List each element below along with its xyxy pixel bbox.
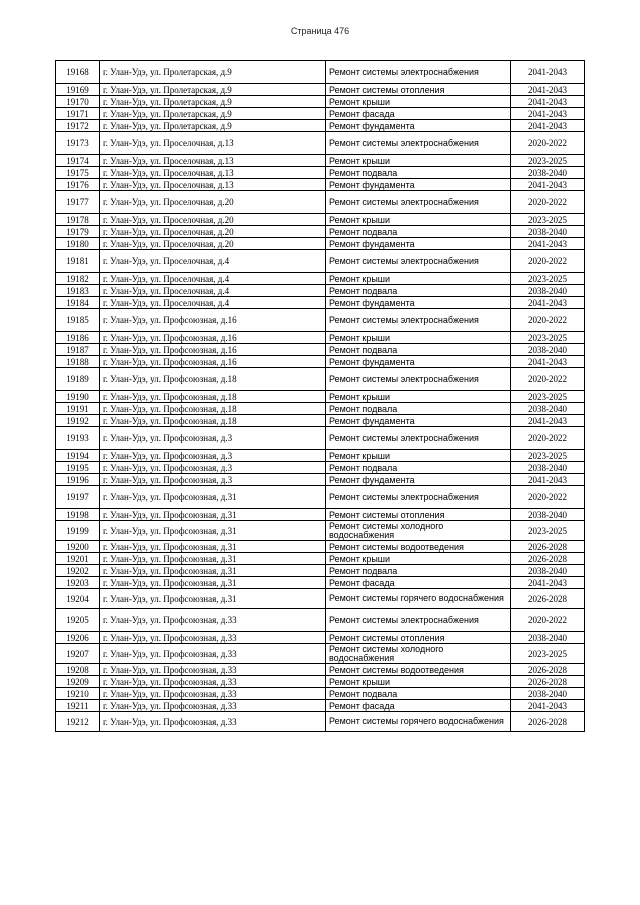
period-cell: 2020-2022 xyxy=(511,486,585,509)
address-cell: г. Улан-Удэ, ул. Профсоюзная, д.16 xyxy=(100,309,326,332)
period-cell: 2041-2043 xyxy=(511,61,585,84)
period-cell: 2041-2043 xyxy=(511,700,585,712)
address-cell: г. Улан-Удэ, ул. Профсоюзная, д.31 xyxy=(100,589,326,609)
table-row xyxy=(56,450,585,462)
table-row xyxy=(56,285,585,297)
row-number-cell: 19176 xyxy=(56,179,100,191)
table-row xyxy=(56,589,585,609)
period-cell: 2041-2043 xyxy=(511,577,585,589)
period-cell: 2038-2040 xyxy=(511,462,585,474)
work-type-cell: Ремонт подвала xyxy=(326,403,511,415)
address-cell: г. Улан-Удэ, ул. Профсоюзная, д.16 xyxy=(100,356,326,368)
period-cell: 2041-2043 xyxy=(511,179,585,191)
work-type-cell: Ремонт крыши xyxy=(326,553,511,565)
work-type-cell: Ремонт фасада xyxy=(326,700,511,712)
table-row xyxy=(56,541,585,553)
address-cell: г. Улан-Удэ, ул. Пролетарская, д.9 xyxy=(100,108,326,120)
address-cell: г. Улан-Удэ, ул. Профсоюзная, д.31 xyxy=(100,553,326,565)
address-cell: г. Улан-Удэ, ул. Профсоюзная, д.16 xyxy=(100,344,326,356)
table-row xyxy=(56,427,585,450)
row-number-cell: 19183 xyxy=(56,285,100,297)
period-cell: 2026-2028 xyxy=(511,664,585,676)
table-row xyxy=(56,179,585,191)
address-cell: г. Улан-Удэ, ул. Проселочная, д.4 xyxy=(100,250,326,273)
row-number-cell: 19171 xyxy=(56,108,100,120)
row-number-cell: 19186 xyxy=(56,332,100,344)
address-cell: г. Улан-Удэ, ул. Профсоюзная, д.33 xyxy=(100,664,326,676)
address-cell: г. Улан-Удэ, ул. Профсоюзная, д.33 xyxy=(100,644,326,664)
repair-schedule-table xyxy=(55,60,585,732)
period-cell: 2026-2028 xyxy=(511,589,585,609)
row-number-cell: 19200 xyxy=(56,541,100,553)
address-cell: г. Улан-Удэ, ул. Проселочная, д.20 xyxy=(100,238,326,250)
table-row xyxy=(56,238,585,250)
table-row xyxy=(56,84,585,96)
work-type-cell: Ремонт фундамента xyxy=(326,356,511,368)
address-cell: г. Улан-Удэ, ул. Профсоюзная, д.16 xyxy=(100,332,326,344)
work-type-cell: Ремонт системы водоотведения xyxy=(326,541,511,553)
table-row xyxy=(56,273,585,285)
period-cell: 2023-2025 xyxy=(511,155,585,167)
address-cell: г. Улан-Удэ, ул. Проселочная, д.13 xyxy=(100,132,326,155)
row-number-cell: 19191 xyxy=(56,403,100,415)
row-number-cell: 19182 xyxy=(56,273,100,285)
row-number-cell: 19180 xyxy=(56,238,100,250)
period-cell: 2023-2025 xyxy=(511,332,585,344)
table-row xyxy=(56,61,585,84)
period-cell: 2020-2022 xyxy=(511,368,585,391)
table-row xyxy=(56,108,585,120)
table-row xyxy=(56,332,585,344)
period-cell: 2038-2040 xyxy=(511,509,585,521)
address-cell: г. Улан-Удэ, ул. Профсоюзная, д.33 xyxy=(100,632,326,644)
address-cell: г. Улан-Удэ, ул. Проселочная, д.13 xyxy=(100,179,326,191)
row-number-cell: 19199 xyxy=(56,521,100,541)
address-cell: г. Улан-Удэ, ул. Профсоюзная, д.31 xyxy=(100,577,326,589)
period-cell: 2038-2040 xyxy=(511,632,585,644)
table-row xyxy=(56,344,585,356)
work-type-cell: Ремонт фундамента xyxy=(326,238,511,250)
address-cell: г. Улан-Удэ, ул. Пролетарская, д.9 xyxy=(100,96,326,108)
address-cell: г. Улан-Удэ, ул. Проселочная, д.20 xyxy=(100,191,326,214)
work-type-cell: Ремонт крыши xyxy=(326,96,511,108)
work-type-cell: Ремонт системы электроснабжения xyxy=(326,132,511,155)
work-type-cell: Ремонт системы электроснабжения xyxy=(326,368,511,391)
work-type-cell: Ремонт системы отопления xyxy=(326,509,511,521)
work-type-cell: Ремонт системы водоотведения xyxy=(326,664,511,676)
period-cell: 2020-2022 xyxy=(511,309,585,332)
table-row xyxy=(56,521,585,541)
table-row xyxy=(56,474,585,486)
table-row xyxy=(56,577,585,589)
address-cell: г. Улан-Удэ, ул. Пролетарская, д.9 xyxy=(100,84,326,96)
work-type-cell: Ремонт крыши xyxy=(326,450,511,462)
period-cell: 2020-2022 xyxy=(511,132,585,155)
work-type-cell: Ремонт крыши xyxy=(326,155,511,167)
row-number-cell: 19178 xyxy=(56,214,100,226)
row-number-cell: 19203 xyxy=(56,577,100,589)
table-row xyxy=(56,462,585,474)
row-number-cell: 19205 xyxy=(56,609,100,632)
table-row xyxy=(56,120,585,132)
address-cell: г. Улан-Удэ, ул. Профсоюзная, д.3 xyxy=(100,474,326,486)
address-cell: г. Улан-Удэ, ул. Профсоюзная, д.33 xyxy=(100,700,326,712)
work-type-cell: Ремонт крыши xyxy=(326,273,511,285)
work-type-cell: Ремонт фундамента xyxy=(326,179,511,191)
work-type-cell: Ремонт подвала xyxy=(326,344,511,356)
address-cell: г. Улан-Удэ, ул. Профсоюзная, д.18 xyxy=(100,415,326,427)
row-number-cell: 19211 xyxy=(56,700,100,712)
work-type-cell: Ремонт подвала xyxy=(326,285,511,297)
table-row xyxy=(56,391,585,403)
address-cell: г. Улан-Удэ, ул. Проселочная, д.4 xyxy=(100,297,326,309)
address-cell: г. Улан-Удэ, ул. Проселочная, д.13 xyxy=(100,155,326,167)
work-type-cell: Ремонт системы электроснабжения xyxy=(326,609,511,632)
work-type-cell: Ремонт фасада xyxy=(326,577,511,589)
table-row xyxy=(56,96,585,108)
period-cell: 2020-2022 xyxy=(511,609,585,632)
work-type-cell: Ремонт системы электроснабжения xyxy=(326,250,511,273)
work-type-cell: Ремонт фундамента xyxy=(326,120,511,132)
work-type-cell: Ремонт системы электроснабжения xyxy=(326,191,511,214)
address-cell: г. Улан-Удэ, ул. Профсоюзная, д.18 xyxy=(100,368,326,391)
address-cell: г. Улан-Удэ, ул. Профсоюзная, д.33 xyxy=(100,688,326,700)
row-number-cell: 19208 xyxy=(56,664,100,676)
address-cell: г. Улан-Удэ, ул. Профсоюзная, д.31 xyxy=(100,486,326,509)
period-cell: 2023-2025 xyxy=(511,214,585,226)
address-cell: г. Улан-Удэ, ул. Проселочная, д.20 xyxy=(100,214,326,226)
table-row xyxy=(56,356,585,368)
period-cell: 2023-2025 xyxy=(511,521,585,541)
address-cell: г. Улан-Удэ, ул. Профсоюзная, д.31 xyxy=(100,541,326,553)
table-row xyxy=(56,214,585,226)
work-type-cell: Ремонт фундамента xyxy=(326,415,511,427)
table-row xyxy=(56,155,585,167)
period-cell: 2041-2043 xyxy=(511,108,585,120)
table-row xyxy=(56,226,585,238)
row-number-cell: 19168 xyxy=(56,61,100,84)
work-type-cell: Ремонт системы отопления xyxy=(326,84,511,96)
period-cell: 2038-2040 xyxy=(511,285,585,297)
period-cell: 2026-2028 xyxy=(511,553,585,565)
address-cell: г. Улан-Удэ, ул. Проселочная, д.4 xyxy=(100,285,326,297)
address-cell: г. Улан-Удэ, ул. Проселочная, д.20 xyxy=(100,226,326,238)
address-cell: г. Улан-Удэ, ул. Профсоюзная, д.33 xyxy=(100,712,326,732)
address-cell: г. Улан-Удэ, ул. Профсоюзная, д.33 xyxy=(100,609,326,632)
row-number-cell: 19198 xyxy=(56,509,100,521)
address-cell: г. Улан-Удэ, ул. Профсоюзная, д.31 xyxy=(100,565,326,577)
table-row xyxy=(56,676,585,688)
period-cell: 2023-2025 xyxy=(511,644,585,664)
work-type-cell: Ремонт подвала xyxy=(326,462,511,474)
row-number-cell: 19184 xyxy=(56,297,100,309)
work-type-cell: Ремонт системы электроснабжения xyxy=(326,309,511,332)
period-cell: 2026-2028 xyxy=(511,676,585,688)
work-type-cell: Ремонт фундамента xyxy=(326,297,511,309)
table-row xyxy=(56,486,585,509)
work-type-cell: Ремонт крыши xyxy=(326,332,511,344)
row-number-cell: 19204 xyxy=(56,589,100,609)
row-number-cell: 19188 xyxy=(56,356,100,368)
row-number-cell: 19209 xyxy=(56,676,100,688)
period-cell: 2023-2025 xyxy=(511,450,585,462)
table-row xyxy=(56,297,585,309)
period-cell: 2041-2043 xyxy=(511,415,585,427)
table-row xyxy=(56,191,585,214)
work-type-cell: Ремонт подвала xyxy=(326,688,511,700)
work-type-cell: Ремонт крыши xyxy=(326,391,511,403)
period-cell: 2041-2043 xyxy=(511,474,585,486)
address-cell: г. Улан-Удэ, ул. Профсоюзная, д.3 xyxy=(100,450,326,462)
address-cell: г. Улан-Удэ, ул. Профсоюзная, д.18 xyxy=(100,391,326,403)
work-type-cell: Ремонт системы холодного водоснабжения xyxy=(326,521,511,541)
row-number-cell: 19181 xyxy=(56,250,100,273)
period-cell: 2023-2025 xyxy=(511,391,585,403)
table-row xyxy=(56,712,585,732)
work-type-cell: Ремонт подвала xyxy=(326,167,511,179)
work-type-cell: Ремонт системы отопления xyxy=(326,632,511,644)
row-number-cell: 19175 xyxy=(56,167,100,179)
table-row xyxy=(56,309,585,332)
row-number-cell: 19179 xyxy=(56,226,100,238)
row-number-cell: 19189 xyxy=(56,368,100,391)
period-cell: 2041-2043 xyxy=(511,297,585,309)
work-type-cell: Ремонт фасада xyxy=(326,108,511,120)
work-type-cell: Ремонт системы холодного водоснабжения xyxy=(326,644,511,664)
work-type-cell: Ремонт подвала xyxy=(326,226,511,238)
work-type-cell: Ремонт системы электроснабжения xyxy=(326,61,511,84)
work-type-cell: Ремонт крыши xyxy=(326,214,511,226)
table-row xyxy=(56,553,585,565)
row-number-cell: 19173 xyxy=(56,132,100,155)
address-cell: г. Улан-Удэ, ул. Проселочная, д.13 xyxy=(100,167,326,179)
row-number-cell: 19210 xyxy=(56,688,100,700)
period-cell: 2041-2043 xyxy=(511,238,585,250)
period-cell: 2038-2040 xyxy=(511,167,585,179)
work-type-cell: Ремонт системы электроснабжения xyxy=(326,427,511,450)
table-row xyxy=(56,415,585,427)
period-cell: 2038-2040 xyxy=(511,226,585,238)
work-type-cell: Ремонт системы горячего водоснабжения xyxy=(326,712,511,732)
table-row xyxy=(56,509,585,521)
table-row xyxy=(56,632,585,644)
period-cell: 2020-2022 xyxy=(511,191,585,214)
table-row xyxy=(56,167,585,179)
table-row xyxy=(56,609,585,632)
address-cell: г. Улан-Удэ, ул. Профсоюзная, д.3 xyxy=(100,462,326,474)
period-cell: 2026-2028 xyxy=(511,712,585,732)
table-row xyxy=(56,368,585,391)
address-cell: г. Улан-Удэ, ул. Проселочная, д.4 xyxy=(100,273,326,285)
table-body xyxy=(56,61,585,732)
table-row xyxy=(56,664,585,676)
row-number-cell: 19185 xyxy=(56,309,100,332)
address-cell: г. Улан-Удэ, ул. Пролетарская, д.9 xyxy=(100,120,326,132)
work-type-cell: Ремонт крыши xyxy=(326,676,511,688)
row-number-cell: 19169 xyxy=(56,84,100,96)
work-type-cell: Ремонт фундамента xyxy=(326,474,511,486)
address-cell: г. Улан-Удэ, ул. Профсоюзная, д.31 xyxy=(100,521,326,541)
address-cell: г. Улан-Удэ, ул. Профсоюзная, д.33 xyxy=(100,676,326,688)
table-row xyxy=(56,250,585,273)
row-number-cell: 19196 xyxy=(56,474,100,486)
period-cell: 2020-2022 xyxy=(511,427,585,450)
period-cell: 2041-2043 xyxy=(511,356,585,368)
period-cell: 2041-2043 xyxy=(511,120,585,132)
row-number-cell: 19190 xyxy=(56,391,100,403)
table-row xyxy=(56,403,585,415)
work-type-cell: Ремонт подвала xyxy=(326,565,511,577)
row-number-cell: 19194 xyxy=(56,450,100,462)
table-row xyxy=(56,700,585,712)
row-number-cell: 19201 xyxy=(56,553,100,565)
period-cell: 2041-2043 xyxy=(511,96,585,108)
period-cell: 2041-2043 xyxy=(511,84,585,96)
work-type-cell: Ремонт системы горячего водоснабжения xyxy=(326,589,511,609)
row-number-cell: 19170 xyxy=(56,96,100,108)
table-row xyxy=(56,132,585,155)
address-cell: г. Улан-Удэ, ул. Профсоюзная, д.18 xyxy=(100,403,326,415)
row-number-cell: 19207 xyxy=(56,644,100,664)
table-row xyxy=(56,644,585,664)
address-cell: г. Улан-Удэ, ул. Профсоюзная, д.31 xyxy=(100,509,326,521)
period-cell: 2038-2040 xyxy=(511,344,585,356)
page-number-label: Страница 476 xyxy=(290,26,350,36)
address-cell: г. Улан-Удэ, ул. Профсоюзная, д.3 xyxy=(100,427,326,450)
row-number-cell: 19212 xyxy=(56,712,100,732)
row-number-cell: 19193 xyxy=(56,427,100,450)
period-cell: 2038-2040 xyxy=(511,565,585,577)
row-number-cell: 19177 xyxy=(56,191,100,214)
row-number-cell: 19172 xyxy=(56,120,100,132)
row-number-cell: 19174 xyxy=(56,155,100,167)
period-cell: 2026-2028 xyxy=(511,541,585,553)
period-cell: 2038-2040 xyxy=(511,688,585,700)
period-cell: 2020-2022 xyxy=(511,250,585,273)
row-number-cell: 19197 xyxy=(56,486,100,509)
row-number-cell: 19202 xyxy=(56,565,100,577)
row-number-cell: 19187 xyxy=(56,344,100,356)
period-cell: 2023-2025 xyxy=(511,273,585,285)
table-row xyxy=(56,565,585,577)
row-number-cell: 19192 xyxy=(56,415,100,427)
row-number-cell: 19206 xyxy=(56,632,100,644)
table-row xyxy=(56,688,585,700)
period-cell: 2038-2040 xyxy=(511,403,585,415)
work-type-cell: Ремонт системы электроснабжения xyxy=(326,486,511,509)
row-number-cell: 19195 xyxy=(56,462,100,474)
address-cell: г. Улан-Удэ, ул. Пролетарская, д.9 xyxy=(100,61,326,84)
